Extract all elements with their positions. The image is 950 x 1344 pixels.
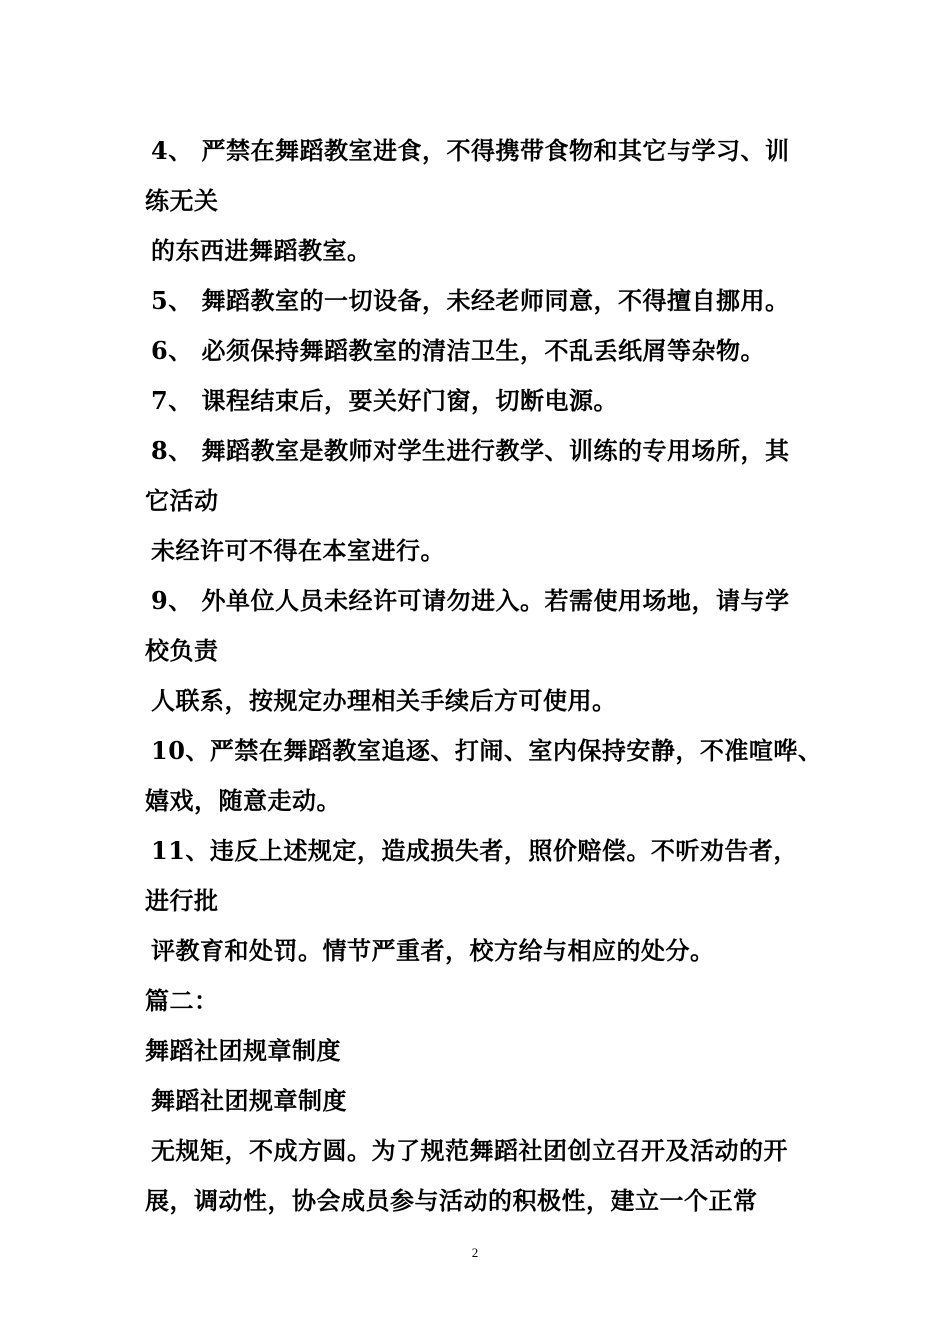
rule-10-line-1: 10、严禁在舞蹈教室追逐、打闹、室内保持安静，不准喧哗、 (151, 736, 823, 765)
rule-8-line-1: 8、 舞蹈教室是教师对学生进行教学、训练的专用场所，其 (151, 436, 790, 465)
section-heading: 篇二： (145, 986, 219, 1015)
rule-11-line-1: 11、违反上述规定，造成损失者，照价赔偿。不听劝告者， (151, 836, 798, 865)
rule-4-line-2: 练无关 (145, 186, 219, 215)
section-subtitle: 舞蹈社团规章制度 (151, 1086, 347, 1115)
rule-7: 7、 课程结束后，要关好门窗，切断电源。 (151, 386, 619, 415)
rule-5: 5、 舞蹈教室的一切设备，未经老师同意，不得擅自挪用。 (151, 286, 790, 315)
rule-11-line-2: 进行批 (145, 886, 219, 915)
rule-9-line-3: 人联系，按规定办理相关手续后方可使用。 (151, 686, 617, 715)
rule-9-line-1: 9、 外单位人员未经许可请勿进入。若需使用场地，请与学 (151, 586, 790, 615)
rule-4-line-3: 的东西进舞蹈教室。 (151, 236, 372, 265)
rule-4-line-1: 4、 严禁在舞蹈教室进食，不得携带食物和其它与学习、训 (151, 136, 790, 165)
page-number: 2 (471, 1245, 479, 1260)
section-title: 舞蹈社团规章制度 (145, 1036, 341, 1065)
intro-paragraph-line-1: 无规矩，不成方圆。为了规范舞蹈社团创立召开及活动的开 (151, 1136, 788, 1165)
rule-8-line-3: 未经许可不得在本室进行。 (151, 536, 445, 565)
rule-8-line-2: 它活动 (145, 486, 219, 515)
rule-10-line-2: 嬉戏，随意走动。 (145, 786, 341, 815)
intro-paragraph-line-2: 展，调动性，协会成员参与活动的积极性，建立一个正常 (145, 1186, 758, 1215)
rule-11-line-3: 评教育和处罚。情节严重者，校方给与相应的处分。 (151, 936, 715, 965)
rule-9-line-2: 校负责 (145, 636, 219, 665)
rule-6: 6、 必须保持舞蹈教室的清洁卫生，不乱丢纸屑等杂物。 (151, 336, 766, 365)
document-body (145, 126, 823, 1226)
